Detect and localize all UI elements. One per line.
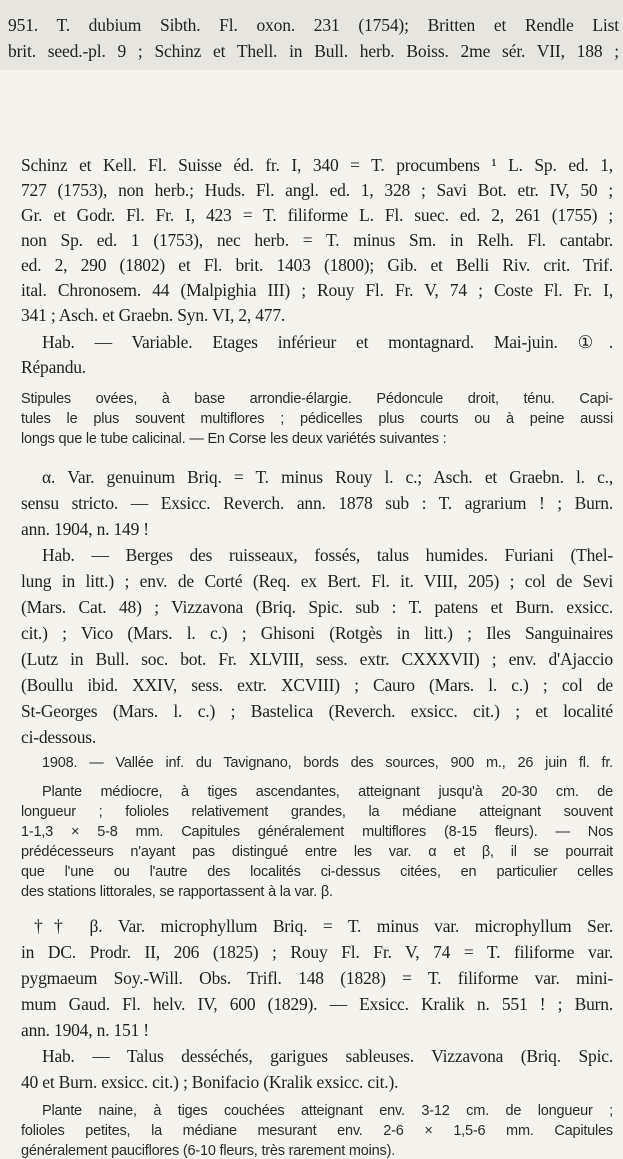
text-line: Hab. — Talus desséchés, garigues sableuses. Vizzavona (Briq. Spic.: [42, 1046, 613, 1066]
text-line: Répandu.: [21, 357, 86, 377]
text-line: Plante médiocre, à tiges ascendantes, atteignant jusqu'à 20-30 cm. de: [42, 784, 613, 800]
text-line: tules le plus souvent multiflores ; pédicelles plus courts ou à peine aussi: [21, 411, 613, 427]
text-line: in DC. Prodr. II, 206 (1825) ; Rouy Fl. Fr. V, 74 = T. filiforme var.: [21, 942, 613, 962]
text-line: folioles petites, la médiane mesurant env. 2-6 × 1,5-6 mm. Capitules: [21, 1123, 613, 1139]
text-line: Gr. et Godr. Fl. Fr. I, 423 = T. filiforme L. Fl. suec. ed. 2, 261 (1755) ;: [21, 205, 613, 225]
text-line: Schinz et Kell. Fl. Suisse éd. fr. I, 340 = T. procumbens ¹ L. Sp. ed. 1,: [21, 155, 613, 175]
text-line: que l'une ou l'autre des localités ci-dessus citées, en particulier celles: [21, 864, 613, 880]
text-line: pygmaeum Soy.-Will. Obs. Trifl. 148 (1828) = T. filiforme var. mini-: [21, 968, 613, 988]
text-line: ital. Chronosem. 44 (Malpighia III) ; Rouy Fl. Fr. V, 74 ; Coste Fl. Fr. I,: [21, 280, 613, 300]
heading-line: brit. seed.-pl. 9 ; Schinz et Thell. in Bull. herb. Boiss. 2me sér. VII, 188 ;: [8, 41, 619, 61]
text-line: généralement pauciflores (6-10 fleurs, très rarement moins).: [21, 1143, 396, 1159]
text-line: 1-1,3 × 5-8 mm. Capitules généralement multiflores (8-15 fleurs). — Nos: [21, 824, 613, 840]
text-line: Plante naine, à tiges couchées atteignant env. 3-12 cm. de longueur ;: [42, 1103, 613, 1119]
text-line: longs que le tube calicinal. — En Corse les deux variétés suivantes :: [21, 431, 447, 447]
text-line: (Boullu ibid. XXIV, sess. extr. XCVIII) ; Cauro (Mars. l. c.) ; col de: [21, 675, 613, 695]
text-line: 727 (1753), non herb.; Huds. Fl. angl. ed. 1, 328 ; Savi Bot. etr. IV, 50 ;: [21, 180, 613, 200]
text-line: sensu stricto. — Exsicc. Reverch. ann. 1878 sub : T. agrarium ! ; Burn.: [21, 493, 613, 513]
text-line: Stipules ovées, à base arrondie-élargie. Pédoncule droit, ténu. Capi-: [21, 391, 613, 407]
collection-record: 1908. — Vallée inf. du Tavignano, bords des sources, 900 m., 26 juin fl. fr.: [42, 755, 613, 771]
text-line: 341 ; Asch. et Graebn. Syn. VI, 2, 477.: [21, 305, 286, 325]
text-line: prédécesseurs n'ayant pas distingué entre les var. α et β, il se pourrait: [21, 844, 613, 860]
text-line: ci-dessous.: [21, 727, 97, 747]
text-line: (Mars. Cat. 48) ; Vizzavona (Briq. Spic. sub : T. patens et Burn. exsicc.: [21, 597, 613, 617]
text-line: des stations littorales, se rapportassent à la var. β.: [21, 884, 333, 900]
text-line: Hab. — Berges des ruisseaux, fossés, talus humides. Furiani (Thel-: [42, 545, 613, 565]
text-line: ed. 2, 290 (1802) et Fl. brit. 1403 (1800); Gib. et Belli Riv. crit. Trif.: [21, 255, 613, 275]
text-line: (Lutz in Bull. soc. bot. Fr. XLVIII, sess. extr. CXXXVII) ; env. d'Ajaccio: [21, 649, 613, 669]
text-line: St-Georges (Mars. l. c.) ; Bastelica (Reverch. exsicc. cit.) ; et localité: [21, 701, 613, 721]
text-line: lung in litt.) ; env. de Corté (Req. ex Bert. Fl. it. VIII, 205) ; col de Sevi: [21, 571, 613, 591]
text-line: cit.) ; Vico (Mars. l. c.) ; Ghisoni (Rotgès in litt.) ; Iles Sanguinaires: [21, 623, 613, 643]
text-line: Hab. — Variable. Etages inférieur et montagnard. Mai-juin. ①.: [42, 332, 613, 352]
text-line: †† β. Var. microphyllum Briq. = T. minus var. microphyllum Ser.: [34, 916, 613, 936]
text-line: α. Var. genuinum Briq. = T. minus Rouy l. c.; Asch. et Graebn. l. c.,: [42, 467, 613, 487]
text-line: non Sp. ed. 1 (1753), nec herb. = T. minus Sm. in Relh. Fl. cantabr.: [21, 230, 613, 250]
text-line: longueur ; folioles relativement grandes, la médiane atteignant souvent: [21, 804, 613, 820]
species-heading: [0, 0, 623, 70]
text-line: ann. 1904, n. 149 !: [21, 519, 149, 539]
text-line: ann. 1904, n. 151 !: [21, 1020, 149, 1040]
text-line: mum Gaud. Fl. helv. IV, 600 (1829). — Exsicc. Kralik n. 551 ! ; Burn.: [21, 994, 613, 1014]
text-line: 40 et Burn. exsicc. cit.) ; Bonifacio (Kralik exsicc. cit.).: [21, 1072, 399, 1092]
heading-line: 951. T. dubium Sibth. Fl. oxon. 231 (1754); Britten et Rendle List: [8, 15, 619, 35]
